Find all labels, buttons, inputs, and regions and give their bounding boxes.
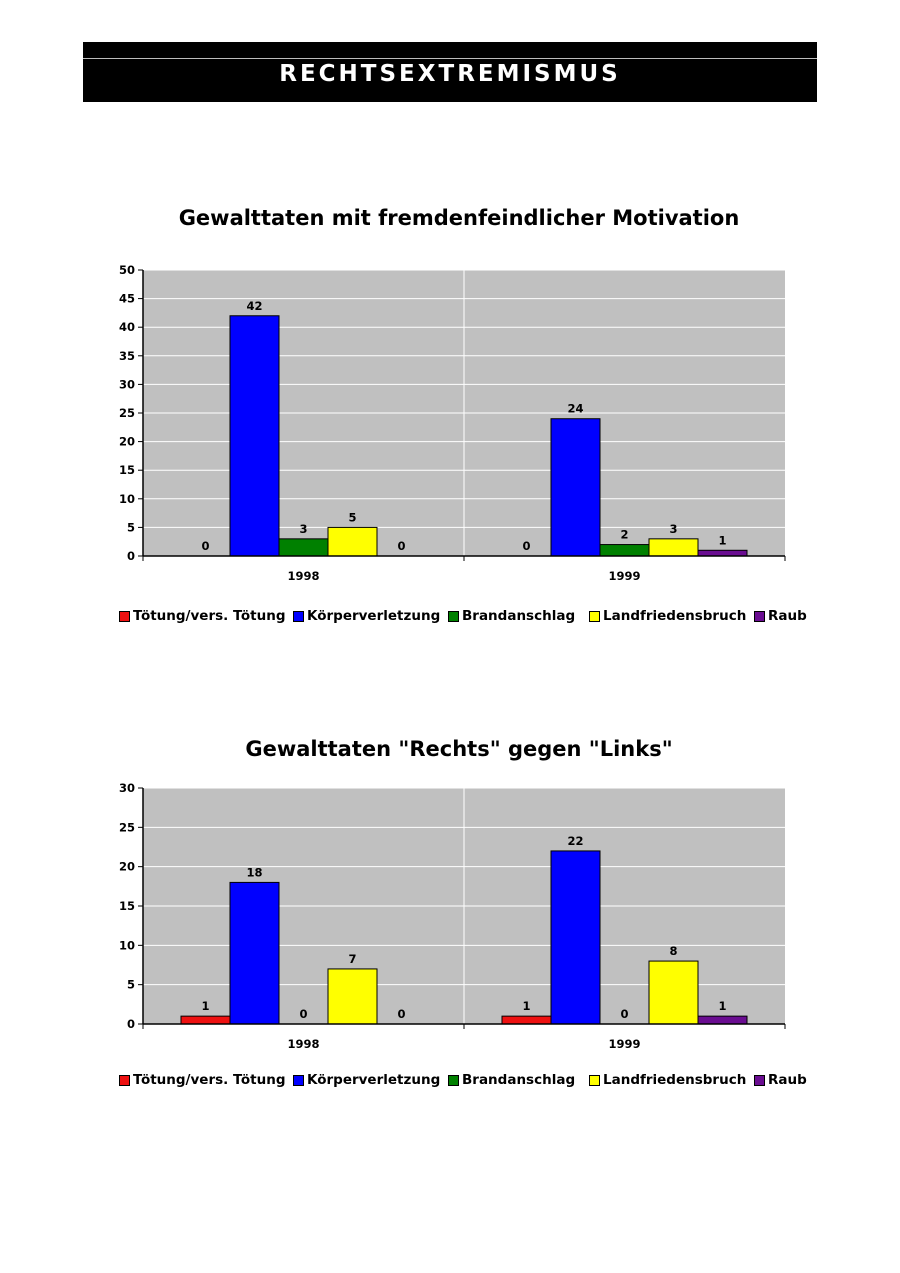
page-title: RECHTSEXTREMISMUS	[279, 61, 621, 87]
x-tick-label: 1999	[608, 569, 641, 583]
y-tick-label: 40	[118, 320, 135, 335]
data-label: 0	[201, 539, 210, 553]
x-tick-label: 1998	[287, 569, 320, 583]
data-label: 42	[246, 298, 263, 313]
y-tick-label: 30	[118, 377, 135, 392]
legend-swatch	[119, 1075, 130, 1086]
x-tick-label: 1999	[608, 1037, 641, 1051]
legend-item	[589, 1072, 746, 1088]
chart-1-title: Gewalttaten mit fremdenfeindlicher Motivation	[178, 206, 740, 230]
data-label: 0	[397, 1007, 406, 1021]
y-tick-label: 10	[118, 491, 135, 506]
y-tick-label: 15	[118, 899, 135, 913]
y-tick-label: 30	[118, 781, 135, 795]
legend-label: Landfriedensbruch	[603, 1072, 747, 1088]
y-tick-label: 15	[118, 463, 135, 478]
y-tick-label: 25	[118, 406, 135, 420]
data-label: 0	[299, 1007, 308, 1021]
data-label: 24	[567, 401, 584, 416]
legend-label: Brandanschlag	[462, 1072, 576, 1088]
legend-label: Tötung/vers. Tötung	[133, 1072, 286, 1088]
y-tick-label: 5	[126, 520, 135, 535]
bar	[649, 961, 698, 1024]
data-label: 7	[348, 951, 357, 966]
legend-swatch	[293, 1075, 304, 1086]
y-tick-label: 10	[118, 938, 135, 953]
legend-label: Landfriedensbruch	[603, 608, 747, 624]
bar	[328, 969, 377, 1024]
y-tick-label: 25	[118, 820, 135, 835]
bar	[230, 882, 279, 1024]
y-tick-label: 45	[118, 291, 135, 306]
y-tick-label: 20	[118, 434, 135, 449]
y-tick-label: 20	[118, 859, 135, 874]
data-label: 1	[522, 999, 531, 1014]
y-tick-label: 0	[126, 1017, 135, 1031]
y-tick-label: 50	[118, 263, 135, 277]
bar	[181, 1016, 230, 1024]
chart-2-title: Gewalttaten "Rechts" gegen "Links"	[245, 737, 673, 761]
data-label: 5	[348, 510, 357, 525]
legend-item	[448, 1072, 575, 1088]
data-label: 0	[397, 539, 406, 553]
bar	[698, 1016, 747, 1024]
legend-label: Körperverletzung	[307, 1072, 441, 1088]
data-label: 1	[718, 533, 727, 548]
legend-swatch	[754, 1075, 765, 1086]
legend-label: Tötung/vers. Tötung	[133, 608, 286, 624]
data-label: 0	[620, 1007, 629, 1021]
legend-label: Raub	[768, 608, 807, 624]
data-label: 2	[620, 527, 629, 542]
data-label: 8	[669, 944, 678, 959]
y-tick-label: 0	[126, 549, 135, 563]
data-label: 18	[246, 865, 263, 880]
data-label: 1	[201, 999, 210, 1014]
y-tick-label: 35	[118, 348, 135, 363]
data-label: 3	[669, 521, 678, 536]
legend-swatch	[589, 1075, 600, 1086]
data-label: 0	[522, 539, 531, 553]
legend-label: Brandanschlag	[462, 608, 576, 624]
bar	[502, 1016, 551, 1024]
data-label: 1	[718, 999, 727, 1014]
data-label: 3	[299, 521, 308, 536]
data-label: 22	[567, 833, 584, 848]
legend-label: Körperverletzung	[307, 608, 441, 624]
x-tick-label: 1998	[287, 1037, 320, 1051]
legend-item	[293, 1072, 440, 1088]
legend-swatch	[448, 1075, 459, 1086]
legend-label: Raub	[768, 1072, 807, 1088]
bar	[551, 851, 600, 1024]
y-tick-label: 5	[126, 977, 135, 992]
legend-item	[754, 1072, 807, 1088]
legend-item	[119, 1072, 286, 1088]
chart-2-legend	[119, 1072, 819, 1092]
